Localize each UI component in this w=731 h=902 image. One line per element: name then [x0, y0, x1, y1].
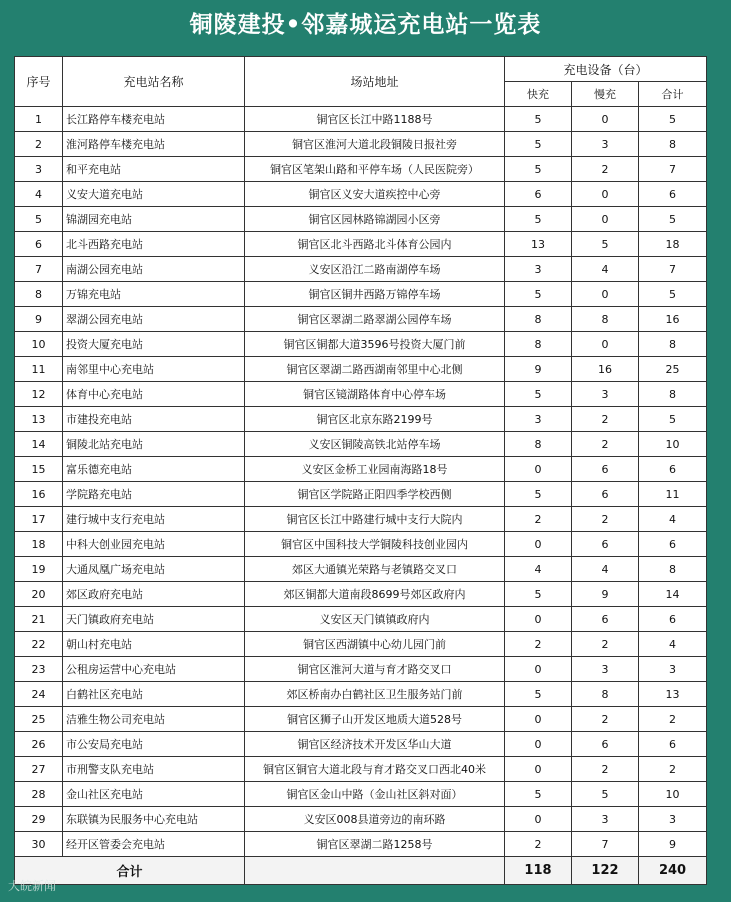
table-row [15, 132, 707, 157]
cell-slow: 4 [572, 557, 639, 582]
table-row [15, 282, 707, 307]
table-row [15, 832, 707, 857]
cell-slow: 2 [572, 507, 639, 532]
cell-fast: 5 [505, 107, 572, 132]
page-title: 铜陵建投•邻嘉城运充电站一览表 [189, 11, 542, 38]
cell-station-name: 市建投充电站 [63, 407, 245, 432]
cell-address: 铜官区长江中路1188号 [245, 107, 505, 132]
cell-slow: 6 [572, 457, 639, 482]
cell-address: 铜官区笔架山路和平停车场（人民医院旁） [245, 157, 505, 182]
cell-station-name: 公租房运营中心充电站 [63, 657, 245, 682]
table-body [15, 107, 707, 857]
cell-station-name: 翠湖公园充电站 [63, 307, 245, 332]
cell-index: 18 [15, 532, 63, 557]
cell-total: 14 [639, 582, 707, 607]
table-row [15, 657, 707, 682]
station-table [14, 56, 707, 885]
cell-index: 2 [15, 132, 63, 157]
cell-slow: 2 [572, 707, 639, 732]
cell-index: 21 [15, 607, 63, 632]
cell-address: 铜官区淮河大道与育才路交叉口 [245, 657, 505, 682]
cell-slow: 2 [572, 157, 639, 182]
cell-address: 铜官区狮子山开发区地质大道528号 [245, 707, 505, 732]
cell-fast: 0 [505, 607, 572, 632]
cell-index: 28 [15, 782, 63, 807]
cell-total: 25 [639, 357, 707, 382]
cell-total: 8 [639, 382, 707, 407]
cell-total: 4 [639, 507, 707, 532]
cell-slow: 8 [572, 682, 639, 707]
cell-index: 8 [15, 282, 63, 307]
cell-total: 8 [639, 332, 707, 357]
cell-fast: 6 [505, 182, 572, 207]
cell-slow: 0 [572, 182, 639, 207]
table-row [15, 782, 707, 807]
cell-slow: 5 [572, 782, 639, 807]
table-row [15, 382, 707, 407]
cell-index: 1 [15, 107, 63, 132]
cell-slow: 2 [572, 757, 639, 782]
cell-address: 铜官区铜都大道3596号投资大厦门前 [245, 332, 505, 357]
cell-address: 义安区金桥工业园南海路18号 [245, 457, 505, 482]
cell-fast: 2 [505, 832, 572, 857]
cell-address: 铜官区义安大道疾控中心旁 [245, 182, 505, 207]
cell-address: 义安区铜陵高铁北站停车场 [245, 432, 505, 457]
cell-address: 铜官区园林路锦湖园小区旁 [245, 207, 505, 232]
cell-index: 9 [15, 307, 63, 332]
cell-slow: 6 [572, 607, 639, 632]
table-row [15, 432, 707, 457]
cell-fast: 5 [505, 282, 572, 307]
cell-station-name: 万锦充电站 [63, 282, 245, 307]
total-label: 合计 [15, 857, 245, 885]
cell-station-name: 富乐德充电站 [63, 457, 245, 482]
cell-slow: 4 [572, 257, 639, 282]
cell-station-name: 朝山村充电站 [63, 632, 245, 657]
cell-slow: 0 [572, 207, 639, 232]
cell-address: 铜官区学院路正阳四季学校西侧 [245, 482, 505, 507]
cell-total: 6 [639, 532, 707, 557]
cell-address: 郊区大通镇光荣路与老镇路交叉口 [245, 557, 505, 582]
table-row [15, 557, 707, 582]
cell-address: 铜官区北京东路2199号 [245, 407, 505, 432]
station-table-container [14, 56, 706, 885]
table-row [15, 307, 707, 332]
table-row [15, 632, 707, 657]
cell-address: 郊区铜都大道南段8699号郊区政府内 [245, 582, 505, 607]
cell-fast: 0 [505, 532, 572, 557]
total-address-blank [245, 857, 505, 885]
cell-station-name: 和平充电站 [63, 157, 245, 182]
cell-index: 6 [15, 232, 63, 257]
header-address: 场站地址 [245, 57, 505, 107]
cell-station-name: 铜陵北站充电站 [63, 432, 245, 457]
cell-address: 郊区桥南办白鹤社区卫生服务站门前 [245, 682, 505, 707]
cell-total: 6 [639, 607, 707, 632]
cell-total: 7 [639, 257, 707, 282]
cell-total: 11 [639, 482, 707, 507]
cell-total: 9 [639, 832, 707, 857]
cell-address: 铜官区中国科技大学铜陵科技创业园内 [245, 532, 505, 557]
cell-total: 5 [639, 282, 707, 307]
cell-index: 12 [15, 382, 63, 407]
cell-address: 铜官区翠湖二路1258号 [245, 832, 505, 857]
cell-slow: 6 [572, 482, 639, 507]
cell-station-name: 市刑警支队充电站 [63, 757, 245, 782]
cell-station-name: 体育中心充电站 [63, 382, 245, 407]
cell-total: 2 [639, 757, 707, 782]
header-slow: 慢充 [572, 82, 639, 107]
cell-station-name: 建行城中支行充电站 [63, 507, 245, 532]
cell-station-name: 天门镇政府充电站 [63, 607, 245, 632]
cell-index: 11 [15, 357, 63, 382]
total-fast: 118 [505, 857, 572, 885]
table-row [15, 357, 707, 382]
cell-station-name: 大通凤凰广场充电站 [63, 557, 245, 582]
cell-index: 15 [15, 457, 63, 482]
header-equipment: 充电设备（台） [505, 57, 707, 82]
cell-fast: 0 [505, 807, 572, 832]
total-row [15, 857, 707, 885]
cell-fast: 5 [505, 682, 572, 707]
cell-slow: 3 [572, 382, 639, 407]
cell-station-name: 金山社区充电站 [63, 782, 245, 807]
cell-slow: 2 [572, 432, 639, 457]
cell-station-name: 锦湖园充电站 [63, 207, 245, 232]
cell-address: 铜官区北斗西路北斗体育公园内 [245, 232, 505, 257]
cell-slow: 3 [572, 132, 639, 157]
cell-station-name: 经开区管委会充电站 [63, 832, 245, 857]
cell-index: 4 [15, 182, 63, 207]
cell-fast: 4 [505, 557, 572, 582]
cell-fast: 0 [505, 732, 572, 757]
table-row [15, 807, 707, 832]
cell-address: 铜官区长江中路建行城中支行大院内 [245, 507, 505, 532]
cell-station-name: 北斗西路充电站 [63, 232, 245, 257]
cell-address: 铜官区西湖镇中心幼儿园门前 [245, 632, 505, 657]
table-row [15, 332, 707, 357]
cell-address: 铜官区镜湖路体育中心停车场 [245, 382, 505, 407]
cell-station-name: 淮河路停车楼充电站 [63, 132, 245, 157]
cell-total: 8 [639, 557, 707, 582]
cell-total: 3 [639, 657, 707, 682]
header-station-name: 充电站名称 [63, 57, 245, 107]
table-row [15, 482, 707, 507]
table-row [15, 732, 707, 757]
header-index: 序号 [15, 57, 63, 107]
cell-index: 7 [15, 257, 63, 282]
cell-station-name: 中科大创业园充电站 [63, 532, 245, 557]
cell-station-name: 郊区政府充电站 [63, 582, 245, 607]
cell-total: 5 [639, 207, 707, 232]
cell-fast: 5 [505, 582, 572, 607]
cell-address: 铜官区翠湖二路翠湖公园停车场 [245, 307, 505, 332]
cell-fast: 5 [505, 782, 572, 807]
table-row [15, 232, 707, 257]
cell-station-name: 义安大道充电站 [63, 182, 245, 207]
cell-slow: 6 [572, 732, 639, 757]
cell-slow: 0 [572, 107, 639, 132]
cell-address: 义安区沿江二路南湖停车场 [245, 257, 505, 282]
cell-total: 10 [639, 432, 707, 457]
cell-total: 4 [639, 632, 707, 657]
cell-index: 20 [15, 582, 63, 607]
table-row [15, 182, 707, 207]
header-total: 合计 [639, 82, 707, 107]
cell-slow: 8 [572, 307, 639, 332]
cell-index: 13 [15, 407, 63, 432]
cell-address: 义安区天门镇镇政府内 [245, 607, 505, 632]
cell-total: 5 [639, 107, 707, 132]
cell-index: 30 [15, 832, 63, 857]
cell-index: 17 [15, 507, 63, 532]
cell-station-name: 东联镇为民服务中心充电站 [63, 807, 245, 832]
cell-slow: 2 [572, 407, 639, 432]
cell-station-name: 市公安局充电站 [63, 732, 245, 757]
table-row [15, 257, 707, 282]
cell-address: 铜官区铜井西路万锦停车场 [245, 282, 505, 307]
cell-total: 6 [639, 457, 707, 482]
cell-index: 25 [15, 707, 63, 732]
cell-total: 8 [639, 132, 707, 157]
cell-fast: 5 [505, 382, 572, 407]
cell-fast: 0 [505, 707, 572, 732]
total-slow: 122 [572, 857, 639, 885]
cell-address: 铜官区淮河大道北段铜陵日报社旁 [245, 132, 505, 157]
table-row [15, 757, 707, 782]
cell-slow: 3 [572, 807, 639, 832]
table-row [15, 507, 707, 532]
cell-total: 16 [639, 307, 707, 332]
table-row [15, 607, 707, 632]
cell-total: 2 [639, 707, 707, 732]
cell-index: 23 [15, 657, 63, 682]
table-row [15, 407, 707, 432]
cell-total: 5 [639, 407, 707, 432]
cell-slow: 16 [572, 357, 639, 382]
cell-slow: 9 [572, 582, 639, 607]
cell-fast: 3 [505, 407, 572, 432]
table-row [15, 532, 707, 557]
cell-total: 10 [639, 782, 707, 807]
cell-address: 铜官区翠湖二路西湖南邻里中心北侧 [245, 357, 505, 382]
cell-station-name: 白鹤社区充电站 [63, 682, 245, 707]
cell-fast: 8 [505, 307, 572, 332]
table-row [15, 457, 707, 482]
cell-fast: 8 [505, 332, 572, 357]
cell-index: 27 [15, 757, 63, 782]
table-row [15, 707, 707, 732]
total-all: 240 [639, 857, 707, 885]
cell-fast: 5 [505, 132, 572, 157]
cell-slow: 7 [572, 832, 639, 857]
cell-slow: 6 [572, 532, 639, 557]
table-row [15, 682, 707, 707]
cell-slow: 0 [572, 282, 639, 307]
cell-total: 3 [639, 807, 707, 832]
cell-fast: 2 [505, 632, 572, 657]
cell-total: 6 [639, 732, 707, 757]
cell-total: 13 [639, 682, 707, 707]
cell-index: 3 [15, 157, 63, 182]
cell-address: 铜官区铜官大道北段与育才路交叉口西北40米 [245, 757, 505, 782]
cell-fast: 3 [505, 257, 572, 282]
table-row [15, 582, 707, 607]
cell-station-name: 南湖公园充电站 [63, 257, 245, 282]
cell-fast: 5 [505, 482, 572, 507]
table-row [15, 157, 707, 182]
cell-station-name: 南邻里中心充电站 [63, 357, 245, 382]
cell-index: 29 [15, 807, 63, 832]
cell-station-name: 投资大厦充电站 [63, 332, 245, 357]
cell-slow: 2 [572, 632, 639, 657]
cell-total: 6 [639, 182, 707, 207]
cell-address: 铜官区金山中路（金山社区斜对面） [245, 782, 505, 807]
cell-address: 铜官区经济技术开发区华山大道 [245, 732, 505, 757]
cell-station-name: 洁雅生物公司充电站 [63, 707, 245, 732]
cell-total: 7 [639, 157, 707, 182]
cell-index: 26 [15, 732, 63, 757]
cell-fast: 0 [505, 457, 572, 482]
cell-index: 22 [15, 632, 63, 657]
cell-fast: 0 [505, 657, 572, 682]
cell-slow: 5 [572, 232, 639, 257]
header-fast: 快充 [505, 82, 572, 107]
cell-index: 19 [15, 557, 63, 582]
cell-index: 14 [15, 432, 63, 457]
cell-fast: 5 [505, 207, 572, 232]
cell-index: 10 [15, 332, 63, 357]
watermark: 大皖新闻 [8, 879, 57, 893]
cell-fast: 9 [505, 357, 572, 382]
cell-fast: 5 [505, 157, 572, 182]
cell-station-name: 长江路停车楼充电站 [63, 107, 245, 132]
cell-slow: 3 [572, 657, 639, 682]
cell-fast: 13 [505, 232, 572, 257]
cell-fast: 0 [505, 757, 572, 782]
table-row [15, 107, 707, 132]
cell-slow: 0 [572, 332, 639, 357]
cell-index: 24 [15, 682, 63, 707]
cell-index: 5 [15, 207, 63, 232]
cell-fast: 2 [505, 507, 572, 532]
cell-address: 义安区008县道旁边的南环路 [245, 807, 505, 832]
cell-fast: 8 [505, 432, 572, 457]
cell-index: 16 [15, 482, 63, 507]
table-row [15, 207, 707, 232]
cell-total: 18 [639, 232, 707, 257]
cell-station-name: 学院路充电站 [63, 482, 245, 507]
